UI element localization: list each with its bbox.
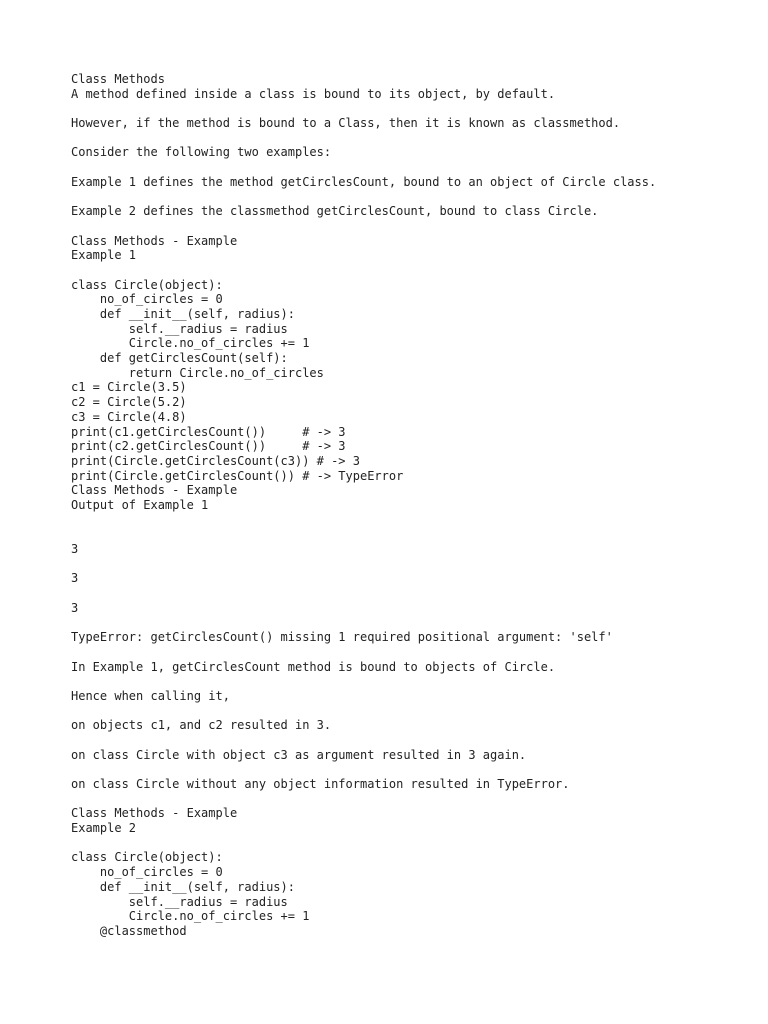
paragraph: Hence when calling it, bbox=[71, 688, 230, 703]
paragraph: A method defined inside a class is bound to its object, by default. bbox=[71, 86, 556, 101]
example-label: Example 1 bbox=[71, 248, 137, 263]
paragraph: on class Circle with object c3 as argument resulted in 3 again. bbox=[71, 747, 527, 762]
section-heading: Class Methods - Example bbox=[71, 806, 238, 821]
code-line: class Circle(object): bbox=[71, 850, 223, 865]
document-content bbox=[71, 72, 751, 939]
paragraph: Example 1 defines the method getCirclesCount, bound to an object of Circle class. bbox=[71, 174, 657, 189]
code-line: def getCirclesCount(self): bbox=[71, 351, 288, 366]
code-block-example-1 bbox=[71, 278, 751, 484]
code-line: self.__radius = radius bbox=[71, 321, 288, 336]
error-message: TypeError: getCirclesCount() missing 1 required positional argument: 'self' bbox=[71, 630, 613, 645]
example-label: Output of Example 1 bbox=[71, 497, 209, 512]
code-line: def __init__(self, radius): bbox=[71, 879, 295, 894]
paragraph: Consider the following two examples: bbox=[71, 145, 332, 160]
code-line: c3 = Circle(4.8) bbox=[71, 409, 187, 424]
paragraph: Example 2 defines the classmethod getCirclesCount, bound to class Circle. bbox=[71, 204, 599, 219]
code-line: class Circle(object): bbox=[71, 277, 223, 292]
code-line: c2 = Circle(5.2) bbox=[71, 395, 187, 410]
code-line: print(c1.getCirclesCount()) # -> 3 bbox=[71, 424, 346, 439]
blank-line bbox=[71, 263, 751, 278]
paragraph: However, if the method is bound to a Class, then it is known as classmethod. bbox=[71, 116, 621, 131]
code-line: print(c2.getCirclesCount()) # -> 3 bbox=[71, 439, 346, 454]
blank-line bbox=[71, 674, 751, 689]
code-line: @classmethod bbox=[71, 923, 187, 938]
blank-line bbox=[71, 131, 751, 146]
paragraph: on class Circle without any object information resulted in TypeError. bbox=[71, 777, 570, 792]
section-heading: Class Methods - Example bbox=[71, 233, 238, 248]
code-line: print(Circle.getCirclesCount()) # -> TypeError bbox=[71, 468, 404, 483]
blank-line bbox=[71, 704, 751, 719]
paragraph: In Example 1, getCirclesCount method is bound to objects of Circle. bbox=[71, 659, 556, 674]
example-label: Example 2 bbox=[71, 821, 137, 836]
blank-line bbox=[71, 219, 751, 234]
output-value: 3 bbox=[71, 542, 79, 557]
blank-line bbox=[71, 733, 751, 748]
blank-line bbox=[71, 615, 751, 630]
code-line: print(Circle.getCirclesCount(c3)) # -> 3 bbox=[71, 453, 360, 468]
blank-line bbox=[71, 762, 751, 777]
blank-line bbox=[71, 586, 751, 601]
section-heading: Class Methods bbox=[71, 72, 165, 86]
blank-line bbox=[71, 792, 751, 807]
code-line: Circle.no_of_circles += 1 bbox=[71, 909, 310, 924]
code-line: def __init__(self, radius): bbox=[71, 307, 295, 321]
blank-line bbox=[71, 160, 751, 175]
blank-line bbox=[71, 190, 751, 205]
code-line: no_of_circles = 0 bbox=[71, 292, 223, 307]
section-heading: Class Methods - Example bbox=[71, 483, 238, 498]
code-line: no_of_circles = 0 bbox=[71, 865, 223, 880]
code-line: c1 = Circle(3.5) bbox=[71, 380, 187, 395]
output-value: 3 bbox=[71, 600, 79, 615]
code-line: return Circle.no_of_circles bbox=[71, 365, 324, 380]
output-value: 3 bbox=[71, 571, 79, 586]
blank-line bbox=[71, 101, 751, 116]
blank-line bbox=[71, 836, 751, 851]
blank-line bbox=[71, 557, 751, 572]
code-line: Circle.no_of_circles += 1 bbox=[71, 336, 310, 351]
blank-line bbox=[71, 513, 751, 542]
paragraph: on objects c1, and c2 resulted in 3. bbox=[71, 718, 332, 733]
code-line: self.__radius = radius bbox=[71, 894, 288, 909]
blank-line bbox=[71, 645, 751, 660]
code-block-example-2 bbox=[71, 850, 751, 938]
